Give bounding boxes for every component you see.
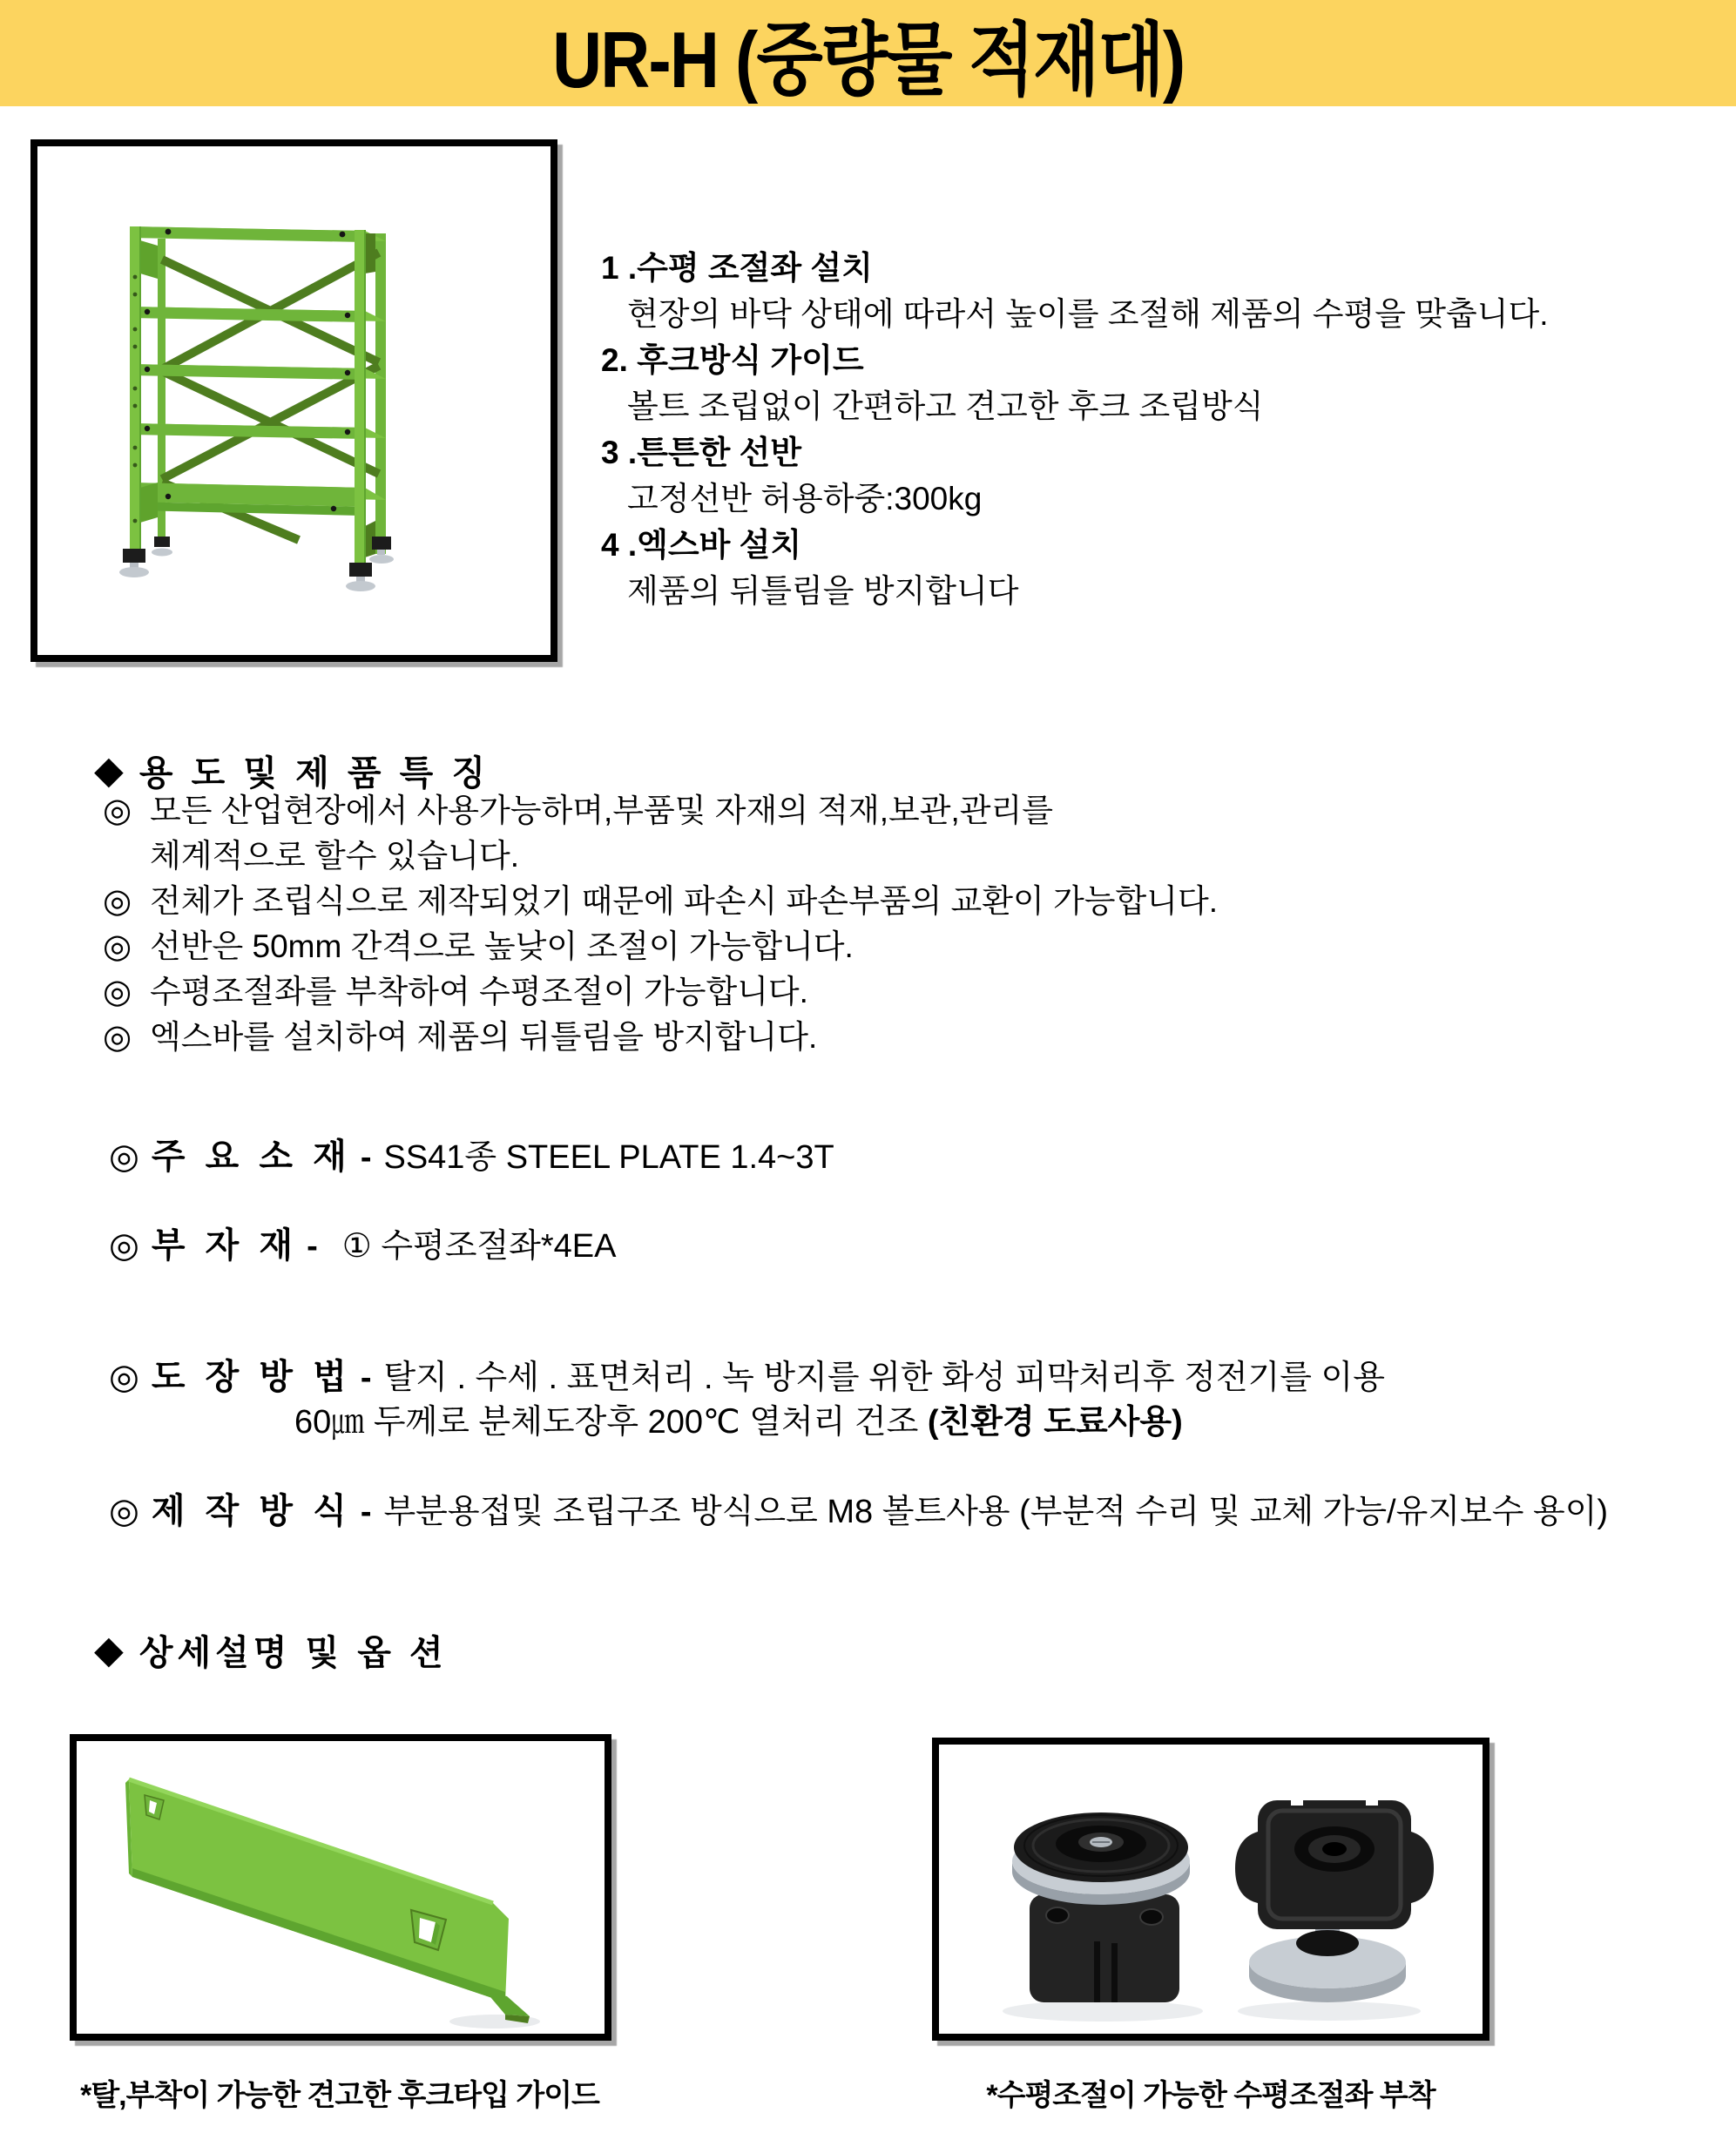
- spec-value: SS41종 STEEL PLATE 1.4~3T: [383, 1139, 834, 1176]
- green-rack-image: [37, 146, 551, 655]
- spec-row-painting-line2: [294, 1394, 1183, 1442]
- feature-title: 4 .엑스바 설치: [601, 527, 802, 563]
- usage-bullet: ◎ 전체가 조립식으로 제작되었기 때문에 파손시 파손부품의 교환이 가능합니다.: [103, 879, 1218, 924]
- feature-title: 1 .수평 조절좌 설치: [601, 250, 873, 286]
- guide-caption: *탈,부착이 가능한 견고한 후크타입 가이드: [80, 2079, 599, 2112]
- double-circle-bullet-icon: ◎: [103, 974, 132, 1010]
- foot-shadow: [1003, 2001, 1203, 2022]
- spec-row-accessory: [109, 1218, 617, 1267]
- double-circle-bullet-icon: ◎: [109, 1137, 139, 1176]
- double-circle-bullet-icon: ◎: [103, 883, 132, 920]
- spec-label: 도 장 방 법: [151, 1358, 352, 1396]
- title-banner: [0, 0, 1736, 106]
- guide-panel: [125, 1779, 509, 2002]
- feature-desc: 현장의 바닥 상태에 따라서 높이를 조절해 제품의 수평을 맞춥니다.: [627, 296, 1549, 332]
- spec-label: 주 요 소 재: [151, 1137, 352, 1176]
- spec-label: 부 자 재: [151, 1226, 299, 1265]
- leveling-foot-right: [1235, 1795, 1434, 2002]
- leveling-foot-caption: *수평조절이 가능한 수평조절좌 부착: [986, 2079, 1435, 2112]
- feature-list: [601, 245, 1716, 614]
- detail-section-header: [94, 1625, 448, 1675]
- spec-value: 탈지 . 수세 . 표면처리 . 녹 방지를 위한 화성 피막처리후 정전기를 이용: [383, 1360, 1385, 1396]
- usage-bullet: ◎ 선반은 50mm 간격으로 높낮이 조절이 가능합니다.: [103, 924, 1218, 969]
- main-product-image-frame: [30, 139, 557, 662]
- usage-section-title: 용 도 및 제 품 특 징: [138, 754, 490, 793]
- spec-value: 60㎛ 두께로 분체도장후 200℃ 열처리 건조: [294, 1404, 928, 1441]
- spec-value-bold: (친환경 도료사용): [927, 1404, 1183, 1441]
- double-circle-bullet-icon: ◎: [103, 793, 132, 829]
- usage-bullet: ◎ 모든 산업현장에서 사용가능하며,부품및 자재의 적재,보관,관리를: [103, 788, 1218, 834]
- usage-bullet-continuation: 체계적으로 할수 있습니다.: [150, 838, 520, 874]
- spec-value: 부분용접및 조립구조 방식으로 M8 볼트사용 (부분적 수리 및 교체 가능/유지보수 용이): [383, 1494, 1609, 1530]
- double-circle-bullet-icon: ◎: [103, 928, 132, 965]
- double-circle-bullet-icon: ◎: [109, 1492, 139, 1530]
- double-circle-bullet-icon: ◎: [109, 1226, 139, 1265]
- usage-bullet: ◎ 엑스바를 설치하여 제품의 뒤틀림을 방지합니다.: [103, 1015, 1218, 1060]
- spec-dash: -: [360, 1494, 372, 1530]
- guide-image-frame: [70, 1734, 611, 2041]
- page-title: UR-H (중량물 적재대): [551, 15, 1185, 104]
- feature-desc: 제품의 뒤틀림을 방지합니다: [627, 573, 1019, 609]
- feature-desc: 고정선반 허용하중:300kg: [627, 481, 983, 516]
- spec-row-material: [109, 1129, 834, 1178]
- feature-title: 2. 후크방식 가이드: [601, 342, 864, 378]
- feature-title: 3 .튼튼한 선반: [601, 435, 802, 470]
- diamond-bullet-icon: ◆: [94, 748, 124, 792]
- usage-bullet-list: [103, 788, 1218, 1060]
- foot-shadow: [1238, 2001, 1421, 2021]
- rack-feet: [119, 537, 394, 591]
- hook-guide-image: [77, 1741, 605, 2034]
- spec-row-painting: [109, 1349, 1385, 1399]
- detail-section-title: 상세설명 및 옵 션: [138, 1634, 448, 1672]
- double-circle-bullet-icon: ◎: [109, 1358, 139, 1396]
- double-circle-bullet-icon: ◎: [103, 1019, 132, 1056]
- diamond-bullet-icon: ◆: [94, 1628, 124, 1671]
- leveling-feet-image: [939, 1745, 1483, 2034]
- spec-dash: -: [360, 1139, 372, 1176]
- feature-desc: 볼트 조립없이 간편하고 견고한 후크 조립방식: [627, 388, 1264, 424]
- spec-dash: -: [360, 1360, 372, 1396]
- leveling-foot-left: [1012, 1812, 1190, 2002]
- usage-bullet: ◎ 수평조절좌를 부착하여 수평조절이 가능합니다.: [103, 969, 1218, 1015]
- spec-label: 제 작 방 식: [151, 1492, 352, 1530]
- leveling-feet-image-frame: [932, 1738, 1489, 2041]
- spec-row-fabrication: [109, 1483, 1608, 1533]
- spec-value: ① 수평조절좌*4EA: [341, 1228, 617, 1265]
- spec-dash: -: [307, 1228, 318, 1265]
